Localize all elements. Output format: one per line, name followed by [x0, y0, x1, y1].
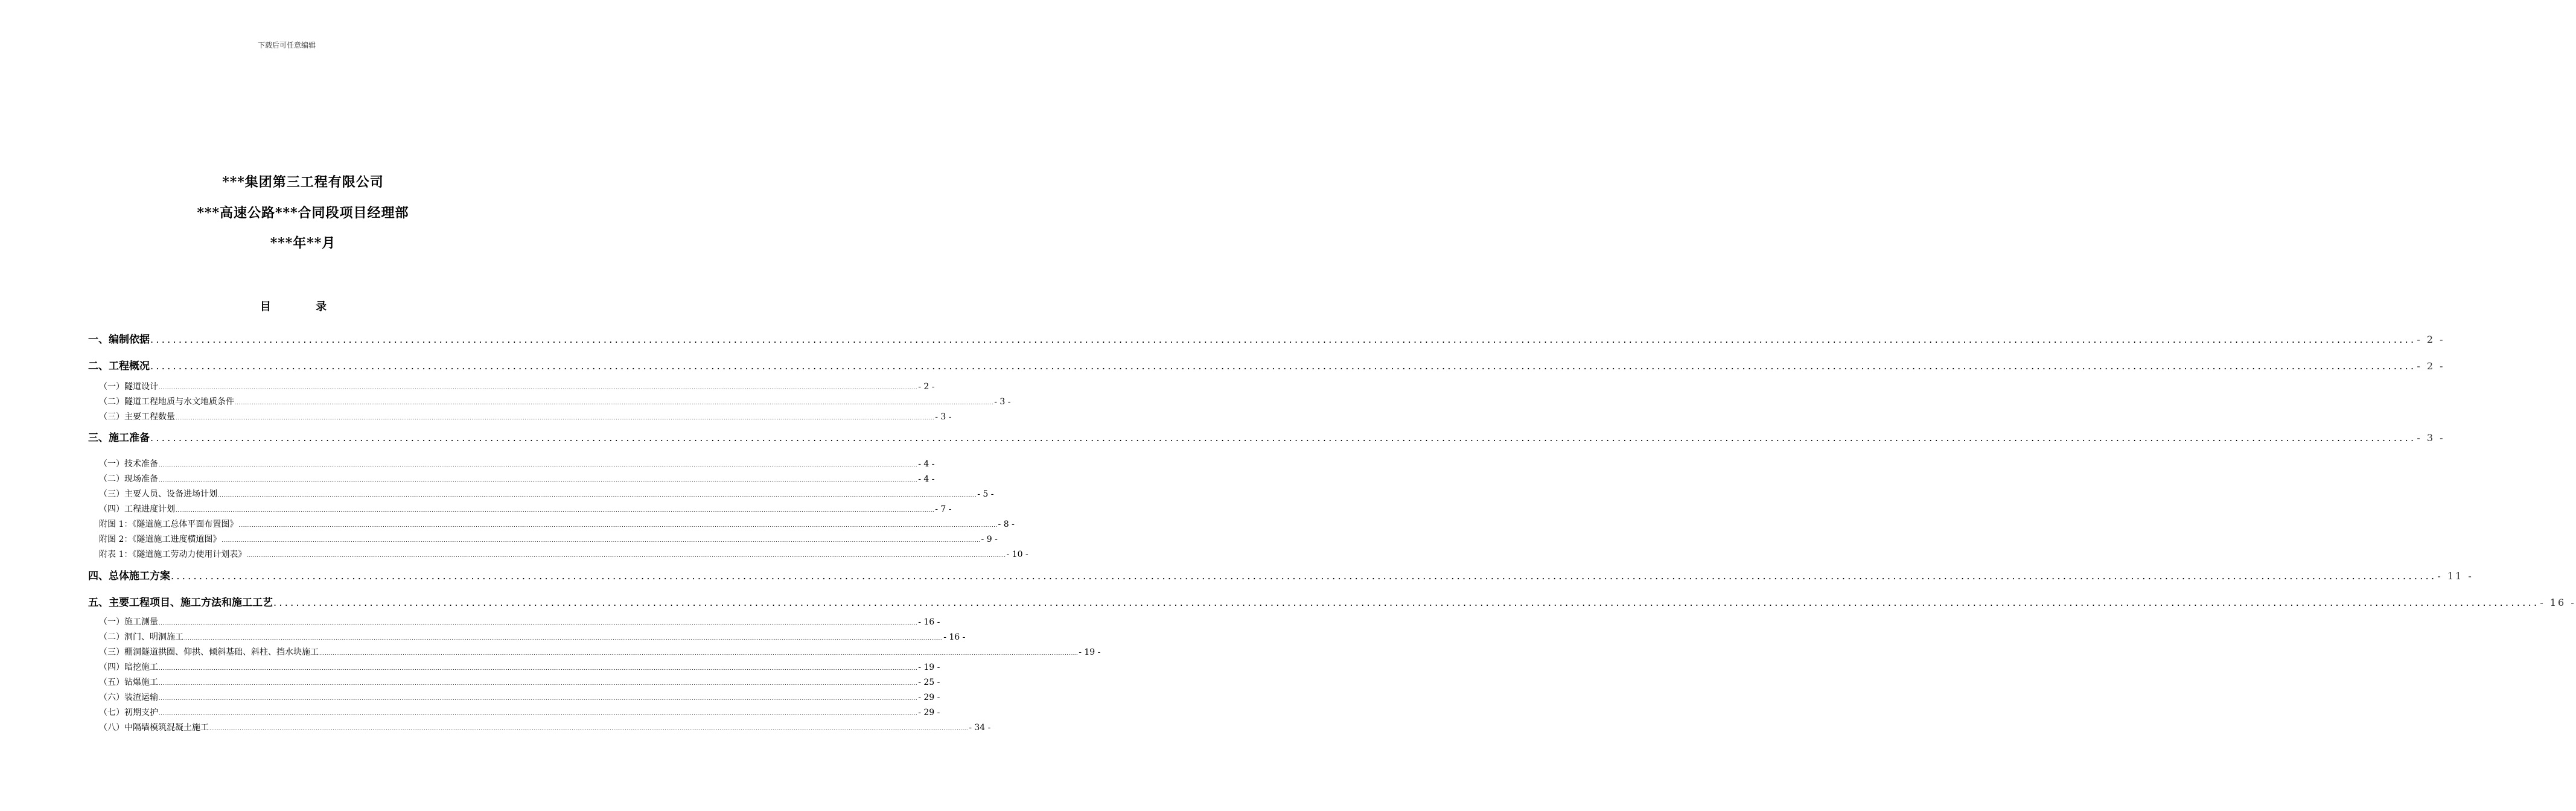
toc-dot-leader: ................................................................................................................................................................................................................................................................................................................................................................................................................	[218, 492, 977, 498]
toc-section-entry[interactable]	[99, 691, 940, 703]
toc-entry-label: （四）工程进度计划	[99, 504, 175, 514]
toc-entry-label: （四）暗挖施工	[99, 663, 158, 672]
toc-entry-page: - 4 -	[918, 459, 935, 469]
toc-entry-label: 一、编制依据	[88, 334, 150, 346]
toc-dot-leader: ................................................................................................................................................................................................................................................................................................................................................................................................................	[159, 666, 918, 671]
toc-entry-page: - 2 -	[918, 382, 935, 392]
toc-entry-label: （五）钻爆施工	[99, 678, 158, 687]
toc-dot-leader: ................................................................................................................................................................................................................................................................................................................................................................................................................	[222, 538, 981, 543]
toc-heading: 目 录	[260, 301, 348, 313]
toc-entry-label: （六）装渣运输	[99, 693, 158, 702]
toc-entry-label: （一）隧道设计	[99, 382, 158, 392]
toc-section-entry[interactable]	[99, 457, 935, 469]
toc-dot-leader: ................................................................................................................................................................................................................................................................................................................................................................................................................	[247, 553, 1006, 558]
toc-chapter-entry[interactable]	[88, 429, 2445, 444]
toc-dot-leader: ................................................................................................................................................................................................................................................................................................................................................................................................................	[159, 477, 918, 483]
toc-section-entry[interactable]	[99, 380, 935, 392]
toc-entry-page: - 16 -	[943, 632, 966, 642]
toc-entry-page: - 16 -	[2540, 597, 2576, 608]
toc-entry-label: （三）棚洞隧道拱圈、仰拱、倾斜基础、斜柱、挡水块施工	[99, 647, 319, 657]
toc-dot-leader: ................................................................................................................................................................................................................................................................................................................................................................................................................	[238, 523, 998, 528]
toc-dot-leader: ................................................................................................................................................................................................................................................................................................................................................................................................................	[176, 415, 935, 421]
toc-entry-label: 四、总体施工方案	[88, 570, 170, 582]
toc-dot-leader: ................................................................................................................................................................................................................................................................................................................................................................................................................	[171, 570, 2437, 582]
toc-entry-label: 五、主要工程项目、施工方法和施工工艺	[88, 597, 273, 609]
date-title: ***年**月	[270, 235, 336, 251]
toc-chapter-entry[interactable]	[88, 594, 2576, 609]
toc-entry-page: - 8 -	[998, 520, 1015, 529]
toc-section-entry[interactable]	[99, 631, 966, 643]
toc-entry-page: - 11 -	[2437, 570, 2473, 582]
toc-entry-label: （三）主要人员、设备进场计划	[99, 489, 217, 499]
toc-chapter-entry[interactable]	[88, 567, 2473, 582]
toc-dot-leader: ................................................................................................................................................................................................................................................................................................................................................................................................................	[319, 650, 1079, 656]
toc-section-entry[interactable]	[99, 472, 935, 485]
toc-dot-leader: ................................................................................................................................................................................................................................................................................................................................................................................................................	[159, 696, 918, 701]
toc-section-entry[interactable]	[99, 518, 1015, 530]
toc-dot-leader: ................................................................................................................................................................................................................................................................................................................................................................................................................	[159, 711, 918, 716]
toc-entry-page: - 16 -	[918, 617, 940, 627]
toc-section-entry[interactable]	[99, 676, 940, 688]
toc-entry-page: - 3 -	[994, 397, 1011, 407]
toc-entry-page: - 3 -	[2417, 432, 2445, 444]
toc-entry-page: - 29 -	[918, 708, 940, 717]
toc-dot-leader: ................................................................................................................................................................................................................................................................................................................................................................................................................	[159, 681, 918, 686]
toc-section-entry[interactable]	[99, 488, 994, 500]
toc-entry-label: 附图 2：《隧道施工进度横道图》	[99, 535, 222, 544]
toc-entry-page: - 19 -	[1079, 647, 1101, 657]
toc-dot-leader: ................................................................................................................................................................................................................................................................................................................................................................................................................	[176, 507, 935, 513]
toc-chapter-entry[interactable]	[88, 357, 2445, 372]
toc-section-entry[interactable]	[99, 661, 940, 673]
toc-entry-label: 附图 1：《隧道施工总体平面布置图》	[99, 520, 238, 529]
toc-section-entry[interactable]	[99, 646, 1101, 658]
toc-dot-leader: ................................................................................................................................................................................................................................................................................................................................................................................................................	[150, 432, 2417, 444]
toc-dot-leader: ................................................................................................................................................................................................................................................................................................................................................................................................................	[235, 400, 994, 406]
toc-section-entry[interactable]	[99, 615, 940, 628]
toc-entry-page: - 19 -	[918, 663, 940, 672]
toc-section-entry[interactable]	[99, 410, 952, 422]
toc-entry-label: （二）洞门、明洞施工	[99, 632, 183, 642]
toc-entry-page: - 4 -	[918, 474, 935, 484]
toc-dot-leader: ................................................................................................................................................................................................................................................................................................................................................................................................................	[150, 360, 2417, 372]
toc-entry-page: - 9 -	[981, 535, 998, 544]
toc-dot-leader: ................................................................................................................................................................................................................................................................................................................................................................................................................	[150, 334, 2417, 345]
toc-entry-label: （二）现场准备	[99, 474, 158, 484]
toc-entry-page: - 29 -	[918, 693, 940, 702]
toc-entry-page: - 2 -	[2417, 360, 2445, 372]
toc-dot-leader: ................................................................................................................................................................................................................................................................................................................................................................................................................	[159, 462, 918, 468]
toc-section-entry[interactable]	[99, 721, 991, 733]
toc-entry-label: （三）主要工程数量	[99, 412, 175, 422]
toc-entry-label: （八）中隔墙模筑混凝土施工	[99, 723, 209, 733]
toc-entry-label: 三、施工准备	[88, 432, 150, 444]
department-title: ***高速公路***合同段项目经理部	[197, 205, 409, 221]
toc-section-entry[interactable]	[99, 503, 952, 515]
toc-section-entry[interactable]	[99, 706, 940, 718]
toc-dot-leader: ................................................................................................................................................................................................................................................................................................................................................................................................................	[209, 726, 969, 731]
toc-dot-leader: ................................................................................................................................................................................................................................................................................................................................................................................................................	[159, 620, 918, 626]
header-note: 下载后可任意编辑	[257, 41, 316, 49]
toc-dot-leader: ................................................................................................................................................................................................................................................................................................................................................................................................................	[184, 635, 943, 641]
toc-section-entry[interactable]	[99, 548, 1028, 560]
toc-section-entry[interactable]	[99, 395, 1011, 407]
toc-entry-page: - 7 -	[935, 504, 952, 514]
toc-dot-leader: ................................................................................................................................................................................................................................................................................................................................................................................................................	[273, 597, 2540, 608]
toc-entry-label: 二、工程概况	[88, 360, 150, 372]
toc-entry-page: - 2 -	[2417, 334, 2445, 345]
toc-entry-label: 附表 1：《隧道施工劳动力使用计划表》	[99, 550, 247, 559]
toc-entry-page: - 34 -	[969, 723, 991, 733]
toc-chapter-entry[interactable]	[88, 331, 2445, 346]
toc-entry-label: （一）施工测量	[99, 617, 158, 627]
toc-entry-page: - 10 -	[1006, 550, 1028, 559]
toc-entry-label: （七）初期支护	[99, 708, 158, 717]
toc-section-entry[interactable]	[99, 533, 998, 545]
toc-entry-label: （二）隧道工程地质与水文地质条件	[99, 397, 234, 407]
toc-entry-page: - 25 -	[918, 678, 940, 687]
toc-entry-label: （一）技术准备	[99, 459, 158, 469]
toc-entry-page: - 5 -	[977, 489, 994, 499]
company-title: ***集团第三工程有限公司	[222, 174, 384, 190]
toc-entry-page: - 3 -	[935, 412, 952, 422]
toc-dot-leader: ................................................................................................................................................................................................................................................................................................................................................................................................................	[159, 385, 918, 390]
